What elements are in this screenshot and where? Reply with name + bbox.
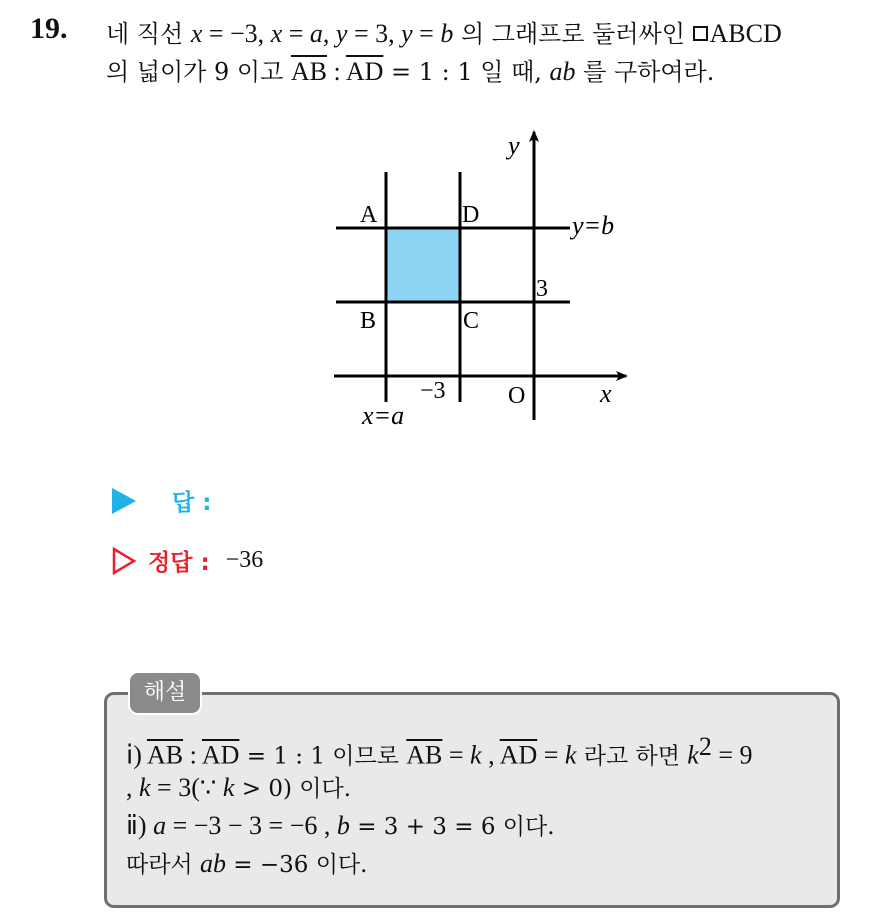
explanation-line-3: ⅱ) a = −3 − 3 = −6 , b = 3 + 3 = 6 이다. bbox=[126, 811, 555, 840]
question-number: 19. bbox=[30, 12, 68, 45]
explanation-line-4: 따라서 ab = −36 이다. bbox=[126, 849, 368, 878]
question-text-line-1: 네 직선 x = −3, x = a, y = 3, y = b 의 그래프로 둘러싸인 ABCD bbox=[106, 19, 782, 48]
tick-label-3: 3 bbox=[536, 276, 548, 302]
explanation-tag: 해설 bbox=[128, 671, 202, 715]
label-x-eq-a: x=a bbox=[362, 401, 405, 430]
square-abcd-fill bbox=[386, 228, 460, 302]
figure-svg bbox=[320, 118, 640, 438]
answer-row bbox=[112, 484, 211, 517]
explanation-line-2: , k = 3(∵ k > 0) 이다. bbox=[126, 773, 352, 802]
explanation-line-1: ⅰ) $\overline{AB}$ : $\overline{AD} = 1$ : 1 이므로 $\overline{AB} = k$ , $\overline{AD} = k$ 라고 하면 $k^2 = 9$ bbox=[126, 732, 753, 770]
correct-answer-row bbox=[112, 544, 263, 577]
square-symbol-icon bbox=[693, 26, 708, 41]
question-text-line-2: 의 넓이가 9 이고 $\overline{AB}$ : $\overline{AD} = 1$ : 1 일 때, ab 를 구하여라. bbox=[106, 57, 715, 86]
tick-label-neg3: −3 bbox=[420, 378, 446, 404]
point-label-b: B bbox=[360, 308, 377, 334]
coordinate-figure bbox=[320, 118, 640, 442]
point-label-d: D bbox=[462, 202, 480, 228]
point-label-c: C bbox=[463, 308, 480, 334]
correct-answer-label: 정답 : bbox=[148, 550, 210, 576]
correct-answer-value: −36 bbox=[225, 547, 264, 573]
answer-label: 답 : bbox=[172, 490, 212, 516]
axis-label-x: x bbox=[600, 379, 612, 408]
point-label-a: A bbox=[360, 202, 378, 228]
outline-triangle-icon bbox=[112, 547, 136, 575]
label-y-eq-b: y=b bbox=[572, 211, 615, 240]
play-triangle-icon bbox=[112, 488, 136, 514]
point-label-o: O bbox=[508, 383, 526, 409]
axis-label-y: y bbox=[508, 131, 520, 160]
